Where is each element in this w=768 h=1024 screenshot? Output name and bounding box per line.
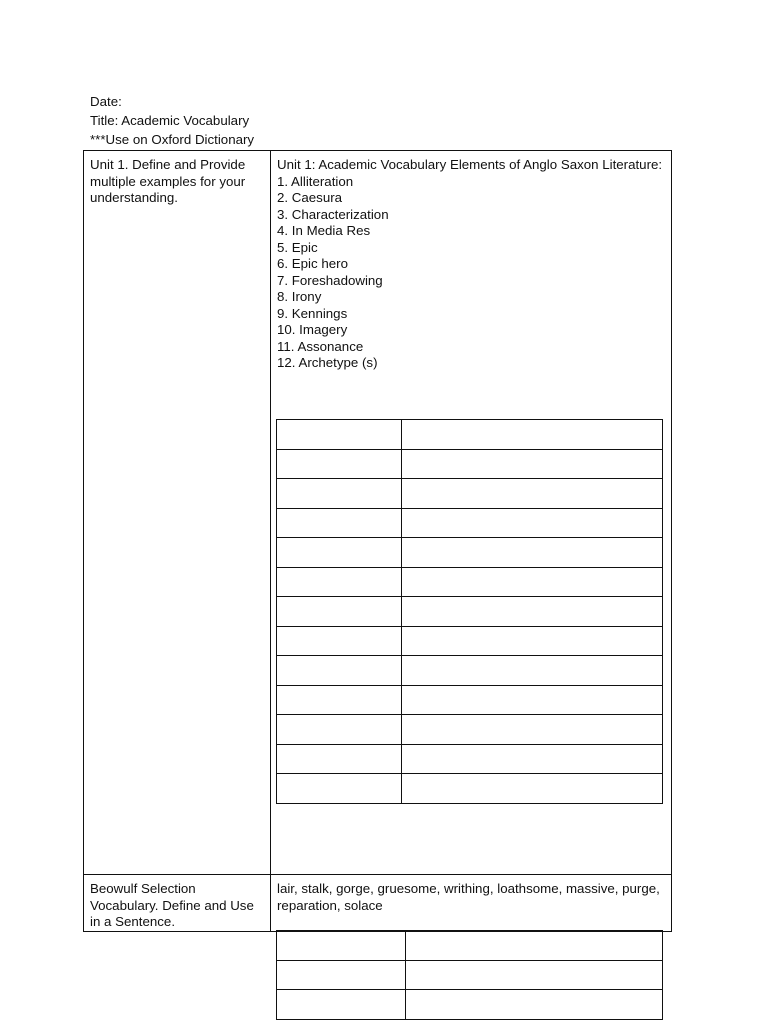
title-line: Title: Academic Vocabulary <box>90 113 250 128</box>
blank-grid-row <box>277 420 663 450</box>
blank-grid-row <box>277 774 663 804</box>
blank-term-cell <box>277 990 406 1020</box>
blank-definition-cell <box>406 990 663 1020</box>
term-item: 9. Kennings <box>277 305 348 321</box>
beowulf-words-cell <box>271 875 672 932</box>
blank-definition-cell <box>402 626 663 656</box>
blank-term-cell <box>277 479 402 509</box>
blank-definition-cell <box>402 744 663 774</box>
blank-grid-row <box>277 715 663 745</box>
blank-definition-cell <box>402 715 663 745</box>
blank-definition-cell <box>402 656 663 686</box>
blank-definition-cell <box>402 567 663 597</box>
blank-term-cell <box>277 715 402 745</box>
blank-definition-cell <box>402 538 663 568</box>
term-item: 8. Irony <box>277 289 322 304</box>
blank-grid-row <box>277 538 663 568</box>
blank-grid-row <box>277 449 663 479</box>
blank-term-cell <box>277 597 402 627</box>
blank-grid-row <box>277 960 663 990</box>
blank-term-cell <box>277 538 402 568</box>
blank-definition-cell <box>402 508 663 538</box>
unit1-terms-list <box>277 174 665 372</box>
term-item: 12. Archetype (s) <box>277 355 378 370</box>
blank-term-cell <box>277 960 406 990</box>
blank-term-cell <box>277 744 402 774</box>
blank-grid-row <box>277 990 663 1020</box>
blank-term-cell <box>277 931 406 961</box>
term-item: 10. Imagery <box>277 322 348 337</box>
term-item: 2. Caesura <box>277 190 343 205</box>
blank-term-cell <box>277 420 402 450</box>
blank-term-cell <box>277 774 402 804</box>
unit1-blank-grid <box>276 419 663 804</box>
blank-definition-cell <box>406 931 663 961</box>
unit1-instructions-cell <box>84 151 271 875</box>
term-item: 5. Epic <box>277 239 318 255</box>
blank-definition-cell <box>402 685 663 715</box>
blank-grid-row <box>277 508 663 538</box>
blank-term-cell <box>277 449 402 479</box>
unit1-terms-heading: Unit 1: Academic Vocabulary Elements of Anglo Saxon Literature: <box>277 157 663 172</box>
blank-term-cell <box>277 656 402 686</box>
blank-definition-cell <box>406 960 663 990</box>
beowulf-blank-grid <box>276 930 663 1020</box>
dictionary-note: ***Use on Oxford Dictionary <box>90 132 255 147</box>
blank-grid-row <box>277 931 663 961</box>
blank-grid-row <box>277 479 663 509</box>
blank-grid-row <box>277 597 663 627</box>
beowulf-instructions-cell <box>84 875 271 932</box>
blank-term-cell <box>277 508 402 538</box>
blank-grid-row <box>277 626 663 656</box>
blank-term-cell <box>277 685 402 715</box>
term-item: 6. Epic hero <box>277 256 348 271</box>
date-label: Date: <box>90 94 122 109</box>
beowulf-row <box>84 875 672 932</box>
term-item: 1. Alliteration <box>277 173 354 189</box>
beowulf-word-list: lair, stalk, gorge, gruesome, writhing, loathsome, massive, purge, reparation, solace <box>277 881 660 913</box>
blank-grid-row <box>277 744 663 774</box>
blank-term-cell <box>277 567 402 597</box>
blank-definition-cell <box>402 774 663 804</box>
blank-grid-row <box>277 656 663 686</box>
blank-definition-cell <box>402 479 663 509</box>
term-item: 3. Characterization <box>277 206 389 222</box>
unit1-instructions: Unit 1. Define and Provide multiple examples for your understanding. <box>90 157 246 205</box>
term-item: 4. In Media Res <box>277 223 371 238</box>
blank-definition-cell <box>402 449 663 479</box>
blank-term-cell <box>277 626 402 656</box>
blank-grid-row <box>277 567 663 597</box>
beowulf-instructions: Beowulf Selection Vocabulary. Define and Use in a Sentence. <box>90 881 254 929</box>
blank-definition-cell <box>402 597 663 627</box>
term-item: 11. Assonance <box>277 338 364 354</box>
document-header <box>90 92 254 149</box>
blank-grid-row <box>277 685 663 715</box>
blank-definition-cell <box>402 420 663 450</box>
term-item: 7. Foreshadowing <box>277 272 383 288</box>
